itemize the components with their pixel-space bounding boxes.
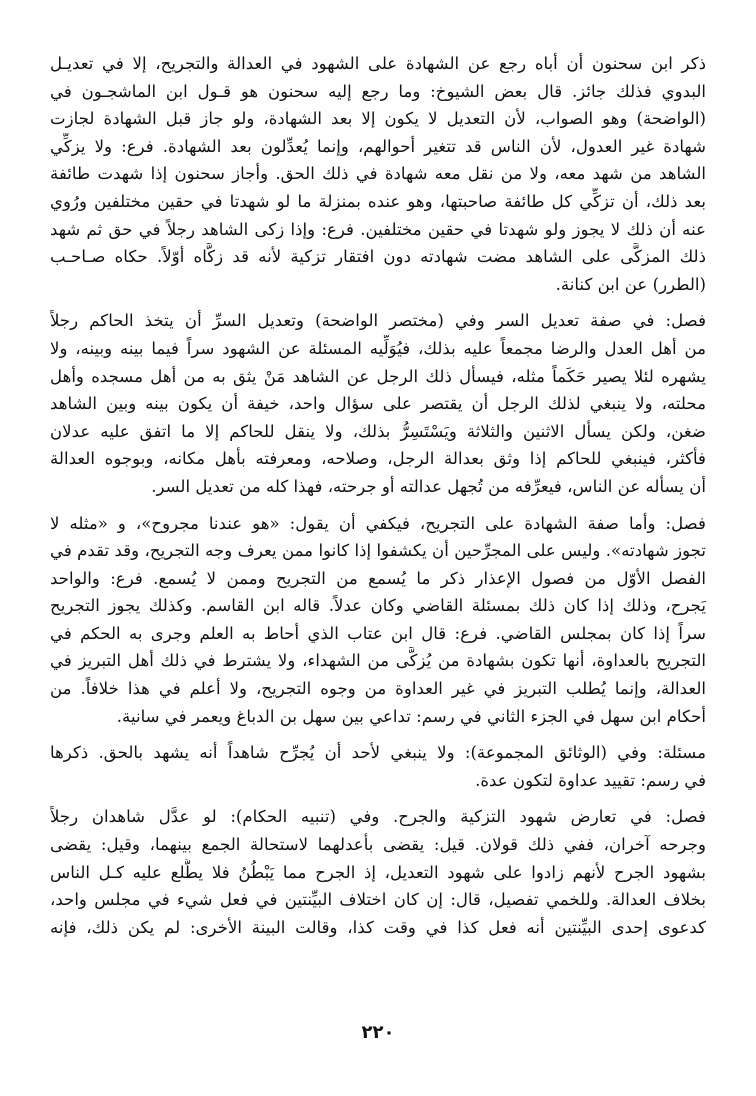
text-line: يَجرح، وذلك إذا كان ذلك بمسئلة القاضي وكان عدلاً. قاله ابن القاسم. وكذلك يجوز التجريح	[50, 596, 706, 616]
text-line: بعد ذلك، أن تزكِّي كل طائفة صاحبتها، وهو عنده بمنزلة ما لو شهدتا في حقين مختلفين ورُوي	[50, 191, 706, 211]
text-line: أن يسأله عن الناس، فيعرِّفه من تُجهل عدالته أو جرحته، فهذا كله من تعديل السر.	[151, 476, 706, 496]
text-line: التجريح بالعداوة، أنها تكون بشهادة من يُزكَّى من الشهداء، ولا يشترط في ذلك أهل التبريز في	[50, 651, 706, 671]
paragraph-ibn-sahnun-retraction	[50, 50, 706, 298]
text-line: (الطرر) عن ابن كنانة.	[555, 274, 706, 294]
text-line: الشاهد من شهد معه، ولا من نقل معه شهادة في ذلك الحق. وأجاز سحنون إذا شهدت طائفة	[50, 164, 706, 184]
paragraph-testimony-on-discrediting	[50, 510, 706, 731]
text-line: في رسم: تقييد عداوة لتكون عدة.	[475, 770, 706, 790]
text-line: شهادة غير العدول، لأن الناس قد تتغير أحوالهم، وإنما يُعدِّلون بعد الشهادة. فرع: ولا يزكِّي	[50, 136, 706, 156]
text-line: كدعوى إحدى البيِّنتين أنه فعل كذا في وقت كذا، وقالت البينة الأخرى: لم يكن ذلك، فإنه	[50, 917, 706, 937]
text-line: ذكر ابن سحنون أن أباه رجع عن الشهادة على الشهود في العدالة والتجريح، إلا في تعديـل	[50, 54, 706, 73]
paragraph-conflict-of-witnesses	[50, 803, 706, 941]
text-line: عنه أن ذلك لا يجوز ولو شهدتا في حقين مختلفين. فرع: وإذا زكى الشاهد رجلاً في حق ثم شهد	[50, 219, 706, 239]
text-line: ذلك المزكَّى على الشاهد مضت شهادته دون افتقار تزكية لأنه قد زكَّاه أوّلاً. حكاه صـاحـب	[50, 247, 706, 267]
text-line: تجوز شهادته». وليس على المجرِّحين أن يكشفوا إذا كانوا ممن يعرف وجه التجريح، وقد تقدم في	[50, 541, 706, 561]
text-line: الفصل الأوّل من فصول الإعذار ذكر ما يُسمع من التجريح وممن لا يُسمع. فرع: والواحد	[50, 568, 706, 588]
text-line: مسئلة: وفي (الوثائق المجموعة): ولا ينبغي لأحد أن يُجرِّح شاهداً أنه يشهد بالحق. ذكرها	[50, 743, 706, 763]
text-line: وجرحه آخران، ففي ذلك قولان. قيل: يقضى بأعدلهما لاستحالة الجمع بينهما، وقيل: يقضى	[50, 835, 706, 855]
text-line: فصل: في تعارض شهود التزكية والجرح. وفي (تنبيه الحكام): لو عدَّل شاهدان رجلاً	[50, 807, 706, 827]
text-line: بخلاف العدالة. وللخمي تفصيل، قال: إن كان اختلاف البيِّنتين في فعل شيء في مجلس واحد،	[50, 890, 706, 910]
text-line: العدالة، وإنما يُطلب التبريز في غير العداوة من وجوه التجريح، ولا أعلم في هذا خلافاً. من	[50, 679, 706, 699]
document-page	[50, 50, 706, 1060]
text-line: ضغن، ولكن يسأل الاثنين والثلاثة ويَسْتَسِرُّ بذلك، ولا ينقل للحاكم إلا ما اتفق عليه عدلان	[50, 421, 706, 441]
text-line: سراً إذا كان بمجلس القاضي. فرع: قال ابن عتاب الذي أحاط به العلم وجرى به الحكم في	[50, 623, 706, 643]
paragraph-secret-endorsement	[50, 307, 706, 500]
text-line: بشهود الجرح لأنهم زادوا على شهود التعديل، إذ الجرح مما يَبْطُنُ فلا يطَّلع عليه كـل الناس	[50, 862, 706, 882]
text-line: من أهل العدل والرضا مجمعاً عليه بذلك، فيُوَلِّيه المسئلة عن الشهود سراً فيما بينه وبينه، ولا	[50, 338, 706, 358]
page-number: ٢٢٠	[361, 1022, 395, 1043]
paragraph-issue-collected-documents	[50, 739, 706, 794]
text-line: أحكام ابن سهل في الجزء الثاني في رسم: تداعي بين سهل بن الدباغ ويعمر في سانية.	[116, 706, 706, 726]
text-line: فأكثر، فينبغي للحاكم إذا وثق بعدالة الرجل، وصلاحه، ومعرفته بأهل مكانه، وبوجوه العدالة	[50, 449, 706, 469]
text-line: فصل: في صفة تعديل السر وفي (مختصر الواضحة) وتعديل السرِّ أن يتخذ الحاكم رجلاً	[50, 311, 706, 331]
text-line: محلته، ولا ينبغي لذلك الرجل أن يقتصر على سؤال واحد، خيفة أن يكون بينه وبين الشاهد	[50, 394, 706, 414]
text-line: فصل: وأما صفة الشهادة على التجريح، فيكفي أن يقول: «هو عندنا مجروح»، و «مثله لا	[50, 513, 706, 533]
text-line: البدوي فذلك جائز. قال بعض الشيوخ: وما رجع إليه سحنون هو قـول ابن الماشجـون في	[50, 81, 706, 101]
text-line: (الواضحة) وهو الصواب، لأن التعديل لا يكون إلا بعد الشهادة، ولو جاز قبل الشهادة لجازت	[50, 109, 706, 129]
text-line: يشهره لئلا يصير حَكَماً مثله، فيسأل ذلك الرجل عن الشاهد مَنْ يثق به من أهل مسجده وأهل	[50, 366, 706, 386]
